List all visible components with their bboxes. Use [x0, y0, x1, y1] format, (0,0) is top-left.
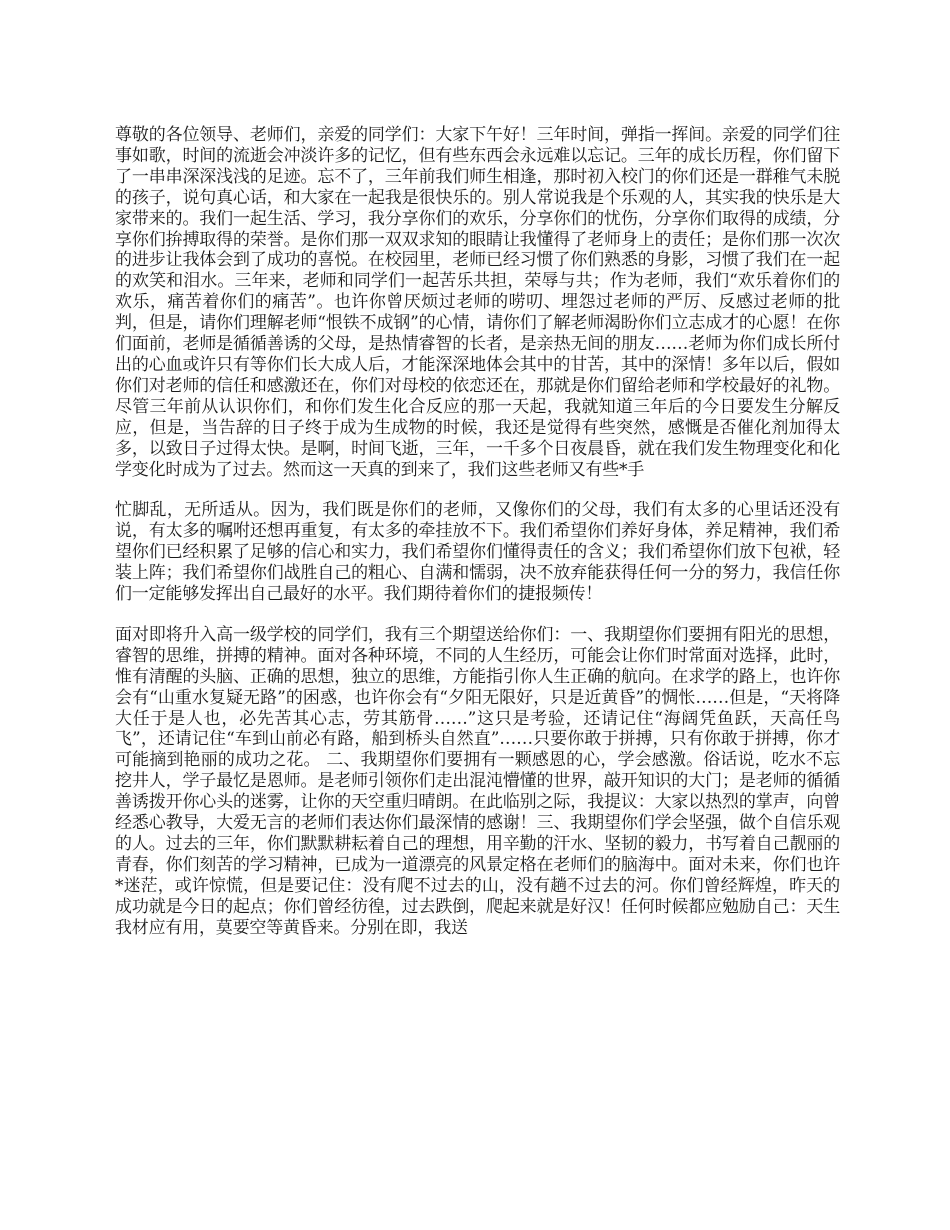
paragraph-2: 忙脚乱，无所适从。因为，我们既是你们的老师，又像你们的父母，我们有太多的心里话还没有说，有太多的嘱咐还想再重复，有太多的牵挂放不下。我们希望你们养好身体，养足精神，我们希望你们已经积累了足够的信心和实力，我们希望你们懂得责任的含义；我们希望你们放下包袱，轻装上阵；我们希望你们战胜自己的粗心、自满和懦弱，决不放弃能获得任何一分的努力，我信任你们一定能够发挥出自己最好的水平。我们期待着你们的捷报频传！: [115, 500, 840, 605]
paragraph-1: 尊敬的各位领导、老师们，亲爱的同学们：大家下午好！三年时间，弹指一挥间。亲爱的同学们往事如歌，时间的流逝会冲淡许多的记忆，但有些东西会永远难以忘记。三年的成长历程，你们留下了一串串深深浅浅的足迹。忘不了，三年前我们师生相逢，那时初入校门的你们还是一群稚气未脱的孩子，说句真心话，和大家在一起我是很快乐的。别人常说我是个乐观的人，其实我的快乐是大家带来的。我们一起生活、学习，我分享你们的欢乐，分享你们的忧伤，分享你们取得的成绩，分享你们拚搏取得的荣誉。是你们那一双双求知的眼睛让我懂得了老师身上的责任；是你们那一次次的进步让我体会到了成功的喜悦。在校园里，老师已经习惯了你们熟悉的身影，习惯了我们在一起的欢笑和泪水。三年来，老师和同学们一起苦乐共担，荣辱与共；作为老师，我们“欢乐着你们的欢乐，痛苦着你们的痛苦”。也许你曾厌烦过老师的唠叨、埋怨过老师的严厉、反感过老师的批判，但是，请你们理解老师“恨铁不成钢”的心情，请你们了解老师渴盼你们立志成才的心愿！在你们面前，老师是循循善诱的父母，是热情睿智的长者，是亲热无间的朋友……老师为你们成长所付出的心血或许只有等你们长大成人后，才能深深地体会其中的甘苦，其中的深情！多年以后，假如你们对老师的信任和感激还在，你们对母校的依恋还在，那就是你们留给老师和学校最好的礼物。尽管三年前从认识你们，和你们发生化合反应的那一天起，我就知道三年后的今日要发生分解反应，但是，当告辞的日子终于成为生成物的时候，我还是觉得有些突然，感慨是否催化剂加得太多，以致日子过得太快。是啊，时间飞逝，三年，一千多个日夜晨昏，就在我们发生物理变化和化学变化时成为了过去。然而这一天真的到来了，我们这些老师又有些*手: [115, 125, 840, 480]
document-body: [115, 125, 840, 939]
paragraph-3: 面对即将升入高一级学校的同学们，我有三个期望送给你们：一、我期望你们要拥有阳光的思想，睿智的思维，拼搏的精神。面对各种环境，不同的人生经历，可能会让你们时常面对选择，此时，惟有清醒的头脑、正确的思想，独立的思维，方能指引你人生正确的航向。在求学的路上，也许你会有“山重水复疑无路”的困惑，也许你会有“夕阳无限好，只是近黄昏”的惆怅……但是，“天将降大任于是人也，必先苦其心志，劳其筋骨……”这只是考验，还请记住“海阔凭鱼跃，天高任鸟飞”，还请记住“车到山前必有路，船到桥头自然直”……只要你敢于拼搏，只有你敢于拼搏，你才可能摘到艳丽的成功之花。 二、我期望你们要拥有一颗感恩的心，学会感激。俗话说，吃水不忘挖井人，学子最忆是恩师。是老师引领你们走出混沌懵懂的世界，敲开知识的大门；是老师的循循善诱拨开你心头的迷雾，让你的天空重归晴朗。在此临别之际，我提议：大家以热烈的掌声，向曾经悉心教导，大爱无言的老师们表达你们最深情的感谢！三、我期望你们学会坚强，做个自信乐观的人。过去的三年，你们默默耕耘着自己的理想，用辛勤的汗水、坚韧的毅力，书写着自己靓丽的青春，你们刻苦的学习精神，已成为一道漂亮的风景定格在老师们的脑海中。面对未来，你们也许*迷茫，或许惊慌，但是要记住：没有爬不过去的山，没有趟不过去的河。你们曾经辉煌，昨天的成功就是今日的起点；你们曾经彷徨，过去跌倒，爬起来就是好汉！任何时候都应勉励自己：天生我材应有用，莫要空等黄昏来。分别在即，我送: [115, 624, 840, 938]
